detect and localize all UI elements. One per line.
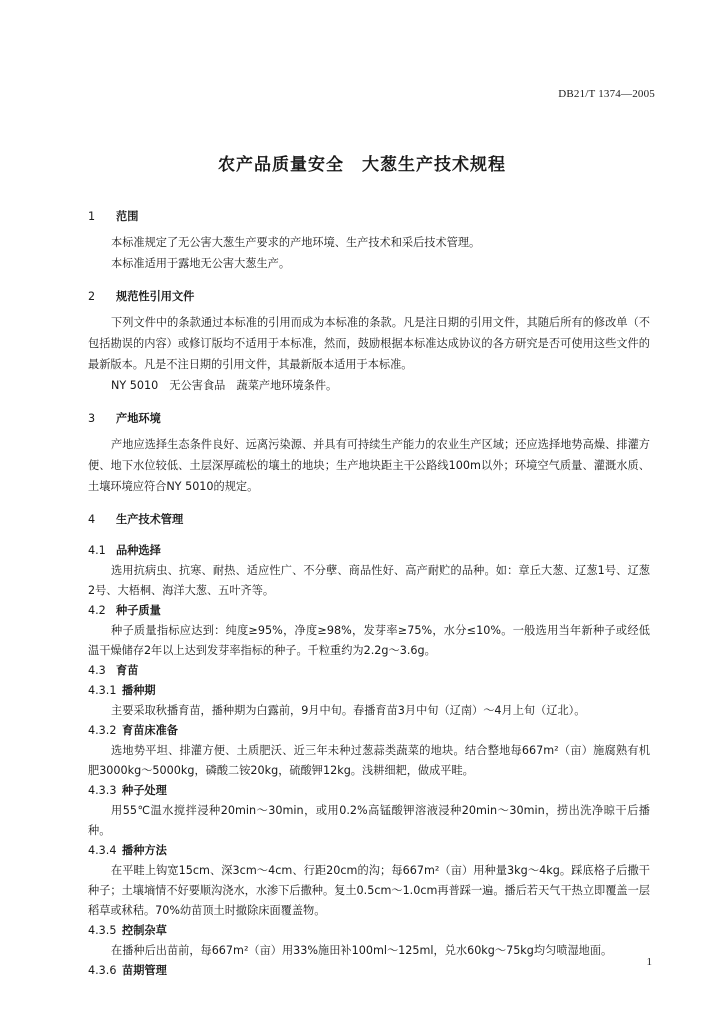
section-number: 4: [88, 513, 96, 526]
paragraph: 在平畦上钩宽15cm、深3cm～4cm、行距20cm的沟；每667m²（亩）用种量3kg～4kg。踩底格子后撒干种子；土壤墒情不好要顺沟浇水，水渗下后撒种。复土0.5cm～1.0cm再普踩一遍。播后若天气干热立即覆盖一层稻草或秫秸。70%幼苗顶土时撤除床面覆盖物。: [88, 864, 650, 917]
paragraph: 选用抗病虫、抗寒、耐热、适应性广、不分孽、商品性好、高产耐贮的品种。如：章丘大葱、辽葱1号、辽葱2号、大梧桐、海洋大葱、五叶齐等。: [88, 564, 650, 597]
section-title: 范围: [116, 210, 139, 223]
section-title: 品种选择: [116, 544, 161, 557]
paragraph: 用55℃温水搅拌浸种20min～30min，或用0.2%高锰酸钾溶液浸种20min～30min，捞出洗净晾干后播种。: [88, 804, 650, 837]
paragraph: 选地势平坦、排灌方便、土质肥沃、近三年未种过葱蒜类蔬菜的地块。结合整地每667m²（亩）施腐熟有机肥3000kg～5000kg，磷酸二铵20kg，硫酸钾12kg。浅耕细耙，做成平畦。: [88, 744, 650, 777]
section-4-heading: [88, 509, 650, 531]
document-body: [88, 206, 650, 981]
section-number: 4.3.2: [88, 724, 117, 737]
standard-code: DB21/T 1374—2005: [558, 88, 655, 100]
section-number: 4.3.4: [88, 844, 117, 857]
subsection-4-3-3-heading: [88, 781, 650, 801]
paragraph: 在播种后出苗前，每667m²（亩）用33%施田补100ml～125ml，兑水60kg～75kg均匀喷湿地面。: [111, 944, 613, 957]
section-title: 规范性引用文件: [116, 290, 195, 303]
paragraph: 主要采取秋播育苗，播种期为白露前，9月中旬。春播育苗3月中旬（辽南）～4月上旬（辽北）。: [111, 704, 586, 717]
section-number: 1: [88, 210, 96, 223]
document-title: 农产品质量安全 大葱生产技术规程: [218, 155, 506, 175]
section-title: 育苗床准备: [122, 724, 178, 737]
subsection-4-3-heading: [88, 661, 650, 681]
subsection-4-3-6-heading: [88, 961, 650, 981]
subsection-4-3-4-heading: [88, 841, 650, 861]
paragraph: NY 5010 无公害食品 蔬菜产地环境条件。: [111, 379, 338, 392]
section-2-heading: [88, 286, 650, 308]
subsection-4-3-5-heading: [88, 921, 650, 941]
section-title: 播种期: [122, 684, 156, 697]
section-1-heading: [88, 206, 650, 228]
paragraph: 产地应选择生态条件良好、远离污染源、并具有可持续生产能力的农业生产区域；还应选择地势高燥、排灌方便、地下水位较低、土层深厚疏松的壤土的地块；生产地块距主干公路线100m以外；环境空气质量、灌溉水质、土壤环境应符合NY 5010的规定。: [88, 438, 650, 493]
section-number: 3: [88, 412, 96, 425]
section-title: 生产技术管理: [116, 513, 184, 526]
section-number: 4.3.1: [88, 684, 117, 697]
section-number: 4.3.3: [88, 784, 117, 797]
section-number: 4.1: [88, 544, 106, 557]
section-title: 种子处理: [122, 784, 167, 797]
section-number: 4.3: [88, 664, 106, 677]
subsection-4-1-heading: [88, 541, 650, 561]
section-number: 4.3.5: [88, 924, 117, 937]
paragraph: 本标准规定了无公害大葱生产要求的产地环境、生产技术和采后技术管理。: [111, 236, 481, 249]
section-number: 4.2: [88, 604, 106, 617]
section-title: 控制杂草: [122, 924, 167, 937]
section-number: 4.3.6: [88, 964, 117, 977]
subsection-4-3-2-heading: [88, 721, 650, 741]
page-number: 1: [646, 956, 652, 968]
paragraph: 本标准适用于露地无公害大葱生产。: [111, 257, 291, 270]
paragraph: 下列文件中的条款通过本标准的引用而成为本标准的条款。凡是注日期的引用文件，其随后所有的修改单（不包括勘误的内容）或修订版均不适用于本标准，然而，鼓励根据本标准达成协议的各方研究是否可使用这些文件的最新版本。凡是不注日期的引用文件，其最新版本适用于本标准。: [88, 316, 650, 371]
subsection-4-2-heading: [88, 601, 650, 621]
section-title: 苗期管理: [122, 964, 167, 977]
section-title: 育苗: [116, 664, 139, 677]
section-number: 2: [88, 290, 96, 303]
section-3-heading: [88, 408, 650, 430]
paragraph: 种子质量指标应达到：纯度≥95%，净度≥98%，发芽率≥75%，水分≤10%。一般选用当年新种子或经低温干燥储存2年以上达到发芽率指标的种子。千粒重约为2.2g～3.6g。: [88, 624, 650, 657]
section-title: 产地环境: [116, 412, 161, 425]
section-title: 播种方法: [122, 844, 167, 857]
subsection-4-3-1-heading: [88, 681, 650, 701]
section-title: 种子质量: [116, 604, 161, 617]
